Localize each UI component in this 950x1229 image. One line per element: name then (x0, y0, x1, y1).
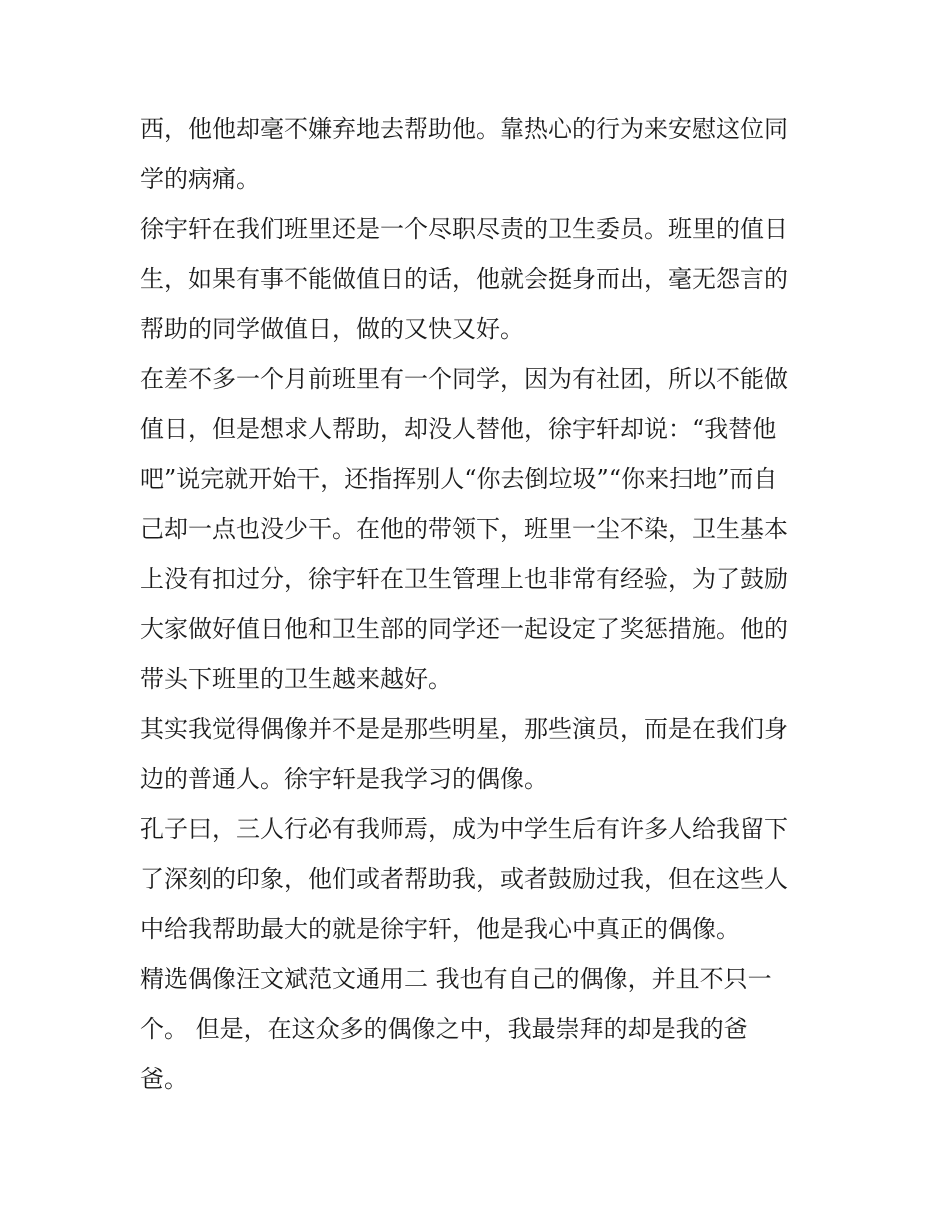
text-line: 徐宇轩在我们班里还是一个尽职尽责的卫生委员。班里的值日 (140, 215, 788, 243)
text-line: 在差不多一个月前班里有一个同学，因为有社团，所以不能做 (140, 365, 788, 393)
text-line: 值日，但是想求人帮助，却没人替他，徐宇轩却说：“我替他 (140, 415, 777, 443)
text-line: 己却一点也没少干。在他的带领下，班里一尘不染，卫生基本 (140, 515, 788, 543)
text-line: 了深刻的印象，他们或者帮助我，或者鼓励过我，但在这些人 (140, 865, 788, 893)
text-line: 大家做好值日他和卫生部的同学还一起设定了奖惩措施。他的 (140, 615, 788, 643)
text-line: 中给我帮助最大的就是徐宇轩，他是我心中真正的偶像。 (140, 915, 740, 943)
text-line: 孔子曰，三人行必有我师焉，成为中学生后有许多人给我留下 (140, 815, 788, 843)
document-body (140, 104, 820, 1104)
text-line: 帮助的同学做值日，做的又快又好。 (140, 315, 524, 343)
text-line: 吧”说完就开始干，还指挥别人“你去倒垃圾”“你来扫地”而自 (140, 465, 778, 493)
text-line: 边的普通人。徐宇轩是我学习的偶像。 (140, 765, 548, 793)
text-line: 精选偶像汪文斌范文通用二 我也有自己的偶像，并且不只一 (140, 965, 772, 993)
text-line: 个。 但是，在这众多的偶像之中，我最崇拜的却是我的爸 (140, 1015, 748, 1043)
text-line: 带头下班里的卫生越来越好。 (140, 665, 452, 693)
text-line: 上没有扣过分，徐宇轩在卫生管理上也非常有经验，为了鼓励 (140, 565, 788, 593)
text-line: 学的病痛。 (140, 165, 260, 193)
text-line: 其实我觉得偶像并不是是那些明星，那些演员，而是在我们身 (140, 715, 788, 743)
text-line: 生，如果有事不能做值日的话，他就会挺身而出，毫无怨言的 (140, 265, 788, 293)
text-line: 西，他他却毫不嫌弃地去帮助他。靠热心的行为来安慰这位同 (140, 115, 788, 143)
text-line: 爸。 (140, 1065, 188, 1093)
